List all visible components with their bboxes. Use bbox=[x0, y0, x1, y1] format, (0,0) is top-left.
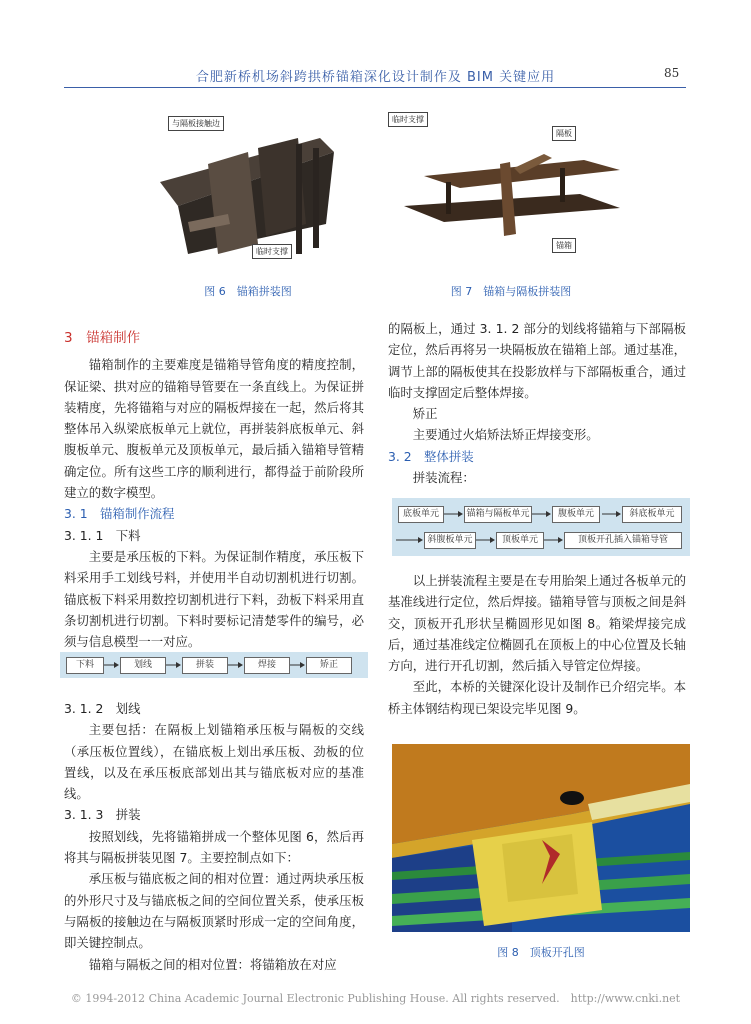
flow-step: 腹板单元 bbox=[552, 506, 600, 523]
paragraph: 至此，本桥的关键深化设计及制作已介绍完毕。本桥主体钢结构现已架设完毕见图 9。 bbox=[388, 679, 686, 716]
figure-7-label-temporary-support: 临时支撑 bbox=[388, 112, 428, 127]
top-plate-hole-illustration bbox=[392, 744, 690, 932]
section-3-1-heading: 3. 1 锚箱制作流程 bbox=[64, 506, 175, 522]
paragraph: 矫正 bbox=[412, 406, 438, 422]
flow-step: 焊接 bbox=[244, 657, 290, 674]
right-column-continued bbox=[388, 570, 686, 719]
paragraph: 锚箱与隔板之间的相对位置：将锚箱放在对应 bbox=[88, 956, 337, 972]
copyright-footer: © 1994-2012 China Academic Journal Electronic Publishing House. All rights reserved. http://www.cnki.net bbox=[70, 992, 681, 1005]
figure-7-label-anchor-box: 锚箱 bbox=[552, 238, 576, 253]
right-column bbox=[388, 318, 686, 488]
page-number: 85 bbox=[664, 66, 680, 80]
anchor-box-diaphragm-illustration bbox=[384, 108, 638, 260]
paragraph: 主要是承压板的下料。为保证制作精度，承压板下料采用手工划线号料，并使用半自动切割机进行切割。锚底板下料采用数控切割机进行下料，劲板下料采用直条切割机进行切割。下料时要标记清楚零件的编号，必须与信息模型一一对应。 bbox=[64, 548, 364, 650]
flow-step: 斜底板单元 bbox=[622, 506, 682, 523]
flow-step: 锚箱与隔板单元 bbox=[464, 506, 532, 523]
figure-6-photo bbox=[148, 104, 348, 268]
left-column-continued bbox=[64, 698, 364, 975]
paragraph: 锚箱制作的主要难度是锚箱导管角度的精度控制，保证梁、拱对应的锚箱导管要在一条直线上。为保证拼装精度，先将锚箱与对应的隔板焊接在一起，然后将其整体吊入纵梁底板单元上就位，再拼装斜底板单元、斜腹板单元、腹板单元及顶板单元，最后插入锚箱导管精确定位。所有这些工序的顺利进行，都得益于前阶段所建立的数字模型。 bbox=[64, 357, 364, 501]
section-3-heading: 3 锚箱制作 bbox=[64, 330, 141, 346]
figure-6-label-temporary-support: 临时支撑 bbox=[252, 244, 292, 259]
flow-step: 划线 bbox=[120, 657, 166, 674]
running-header: 合肥新桥机场斜跨拱桥锚箱深化设计制作及 BIM 关键应用 bbox=[195, 70, 556, 85]
paragraph: 的隔板上，通过 3. 1. 2 部分的划线将锚箱与下部隔板定位，然后再将另一块隔板放在锚箱上部。通过基准，调节上部的隔板使其在投影放样与下部隔板重合，通过临时支撑固定后整体焊接。 bbox=[388, 321, 686, 400]
section-3-1-2-heading: 3. 1. 2 划线 bbox=[64, 701, 141, 716]
paragraph: 主要包括：在隔板上划锚箱承压板与隔板的交线（承压板位置线），在锚底板上划出承压板、劲板的位置线，以及在承压板底部划出其与锚底板对应的基准线。 bbox=[64, 722, 364, 802]
figure-8-caption: 图 8 顶板开孔图 bbox=[497, 946, 585, 959]
flow-step: 斜腹板单元 bbox=[424, 532, 476, 549]
paragraph: 以上拼装流程主要是在专用胎架上通过各板单元的基准线进行定位，然后焊接。锚箱导管与顶板之间是斜交，顶板开孔形状呈椭圆形见如图 8。箱梁焊接完成后，通过基准线定位椭圆孔在顶板上的中心位置及长轴方向，进行开孔切割，然后插入导管定位焊接。 bbox=[388, 573, 686, 674]
section-3-1-3-heading: 3. 1. 3 拼装 bbox=[64, 807, 141, 823]
header-rule bbox=[64, 87, 686, 88]
figure-6-caption: 图 6 锚箱拼装图 bbox=[204, 285, 292, 298]
flow-step: 矫正 bbox=[306, 657, 352, 674]
flow-step: 底板单元 bbox=[398, 506, 444, 523]
paragraph: 拼装流程： bbox=[412, 470, 475, 486]
left-column bbox=[64, 328, 364, 652]
figure-7-label-diaphragm: 隔板 bbox=[552, 126, 576, 141]
flow-step: 顶板开孔插入锚箱导管 bbox=[564, 532, 682, 549]
figure-7-caption: 图 7 锚箱与隔板拼装图 bbox=[450, 285, 572, 298]
section-3-2-heading: 3. 2 整体拼装 bbox=[388, 448, 474, 464]
figure-7-photo bbox=[384, 108, 638, 260]
paragraph: 主要通过火焰矫法矫正焊接变形。 bbox=[412, 427, 599, 443]
flow-step: 顶板单元 bbox=[496, 532, 544, 549]
paragraph: 按照划线，先将锚箱拼成一个整体见图 6，然后再将其与隔板拼装见图 7。主要控制点如下： bbox=[64, 828, 364, 866]
figure-8-render bbox=[392, 744, 690, 932]
flow-step: 下料 bbox=[66, 657, 104, 674]
paragraph: 承压板与锚底板之间的相对位置：通过两块承压板的外形尺寸及与锚底板之间的空间位置关系，使承压板与隔板的接触边在与隔板顶紧时形成一定的空间角度，即关键控制点。 bbox=[64, 871, 364, 951]
section-3-1-1-heading: 3. 1. 1 下料 bbox=[64, 527, 141, 543]
figure-6-label-contact-edge: 与隔板接触边 bbox=[168, 116, 224, 131]
flow-step: 拼装 bbox=[182, 657, 228, 674]
